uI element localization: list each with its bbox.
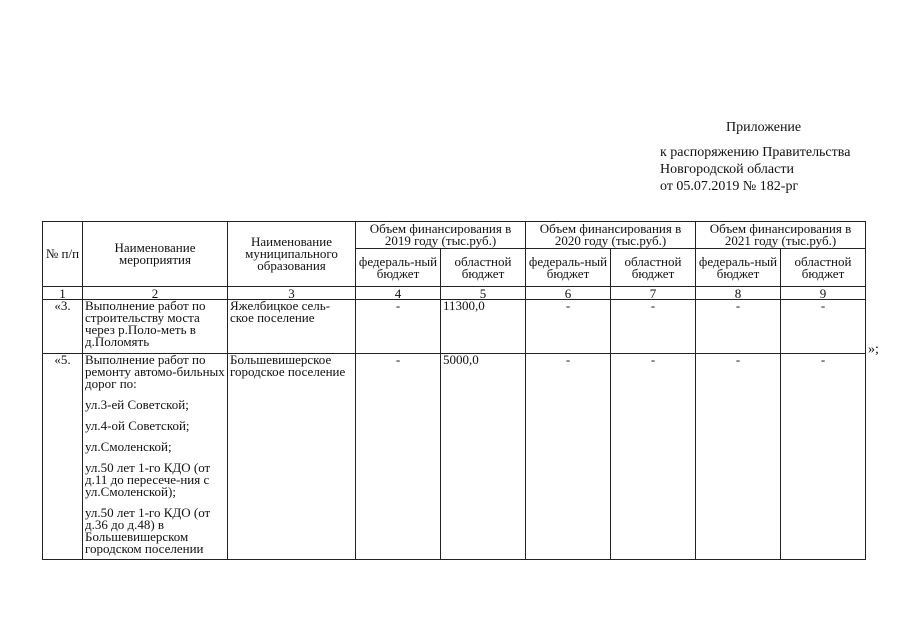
header-volume-2019: Объем финансирования в 2019 году (тыс.руб.) xyxy=(356,222,526,249)
row-event xyxy=(83,354,228,560)
column-number: 9 xyxy=(781,287,866,300)
header-regional-2021: областной бюджет xyxy=(781,249,866,287)
value-federal-2020: - xyxy=(526,354,611,560)
header-municipality: Наименование муниципального образования xyxy=(228,222,356,287)
column-number: 4 xyxy=(356,287,441,300)
table-row xyxy=(43,300,866,354)
column-number: 8 xyxy=(696,287,781,300)
value-regional-2020: - xyxy=(611,300,696,354)
value-federal-2019: - xyxy=(356,300,441,354)
header-event: Наименование мероприятия xyxy=(83,222,228,287)
column-number: 5 xyxy=(441,287,526,300)
column-number: 2 xyxy=(83,287,228,300)
value-regional-2020: - xyxy=(611,354,696,560)
header-federal-2019: федераль-ный бюджет xyxy=(356,249,441,287)
street-item: ул.Смоленской; xyxy=(85,439,172,454)
financing-table xyxy=(42,221,866,560)
column-number: 1 xyxy=(43,287,83,300)
header-federal-2021: федераль-ный бюджет xyxy=(696,249,781,287)
value-regional-2019: 5000,0 xyxy=(441,354,526,560)
column-number: 6 xyxy=(526,287,611,300)
street-item: ул.4-ой Советской; xyxy=(85,418,190,433)
value-regional-2021: - xyxy=(781,354,866,560)
row-number: «5. xyxy=(43,354,83,560)
value-regional-2021: - xyxy=(781,300,866,354)
appendix-decree-line: к распоряжению Правительства xyxy=(660,145,851,160)
header-regional-2019: областной бюджет xyxy=(441,249,526,287)
row-event: Выполнение работ по строительству моста через р.Поло-меть в д.Поломять xyxy=(83,300,228,354)
street-item: ул.3-ей Советской; xyxy=(85,397,189,412)
row-municipality: Большевишерское городское поселение xyxy=(228,354,356,560)
value-regional-2019: 11300,0 xyxy=(441,300,526,354)
header-num: № п/п xyxy=(43,222,83,287)
column-number: 7 xyxy=(611,287,696,300)
street-item: ул.50 лет 1-го КДО (от д.11 до пересече-ния с ул.Смоленской); xyxy=(85,460,211,499)
column-number: 3 xyxy=(228,287,356,300)
value-federal-2020: - xyxy=(526,300,611,354)
event-intro: Выполнение работ по ремонту автомо-бильных дорог по: xyxy=(85,352,225,391)
row-municipality: Яжелбицкое сель-ское поселение xyxy=(228,300,356,354)
value-federal-2021: - xyxy=(696,354,781,560)
header-volume-2021: Объем финансирования в 2021 году (тыс.руб.) xyxy=(696,222,866,249)
row-number: «3. xyxy=(43,300,83,354)
street-item: ул.50 лет 1-го КДО (от д.36 до д.48) в Большевишерском городском поселении xyxy=(85,505,211,556)
closing-quote-mark: »; xyxy=(868,342,879,357)
value-federal-2021: - xyxy=(696,300,781,354)
value-federal-2019: - xyxy=(356,354,441,560)
header-regional-2020: областной бюджет xyxy=(611,249,696,287)
table-row xyxy=(43,354,866,560)
appendix-region-line: Новгородской области xyxy=(660,162,794,177)
appendix-date-line: от 05.07.2019 № 182-рг xyxy=(660,179,799,194)
header-federal-2020: федераль-ный бюджет xyxy=(526,249,611,287)
appendix-title: Приложение xyxy=(726,120,802,135)
header-volume-2020: Объем финансирования в 2020 году (тыс.руб.) xyxy=(526,222,696,249)
